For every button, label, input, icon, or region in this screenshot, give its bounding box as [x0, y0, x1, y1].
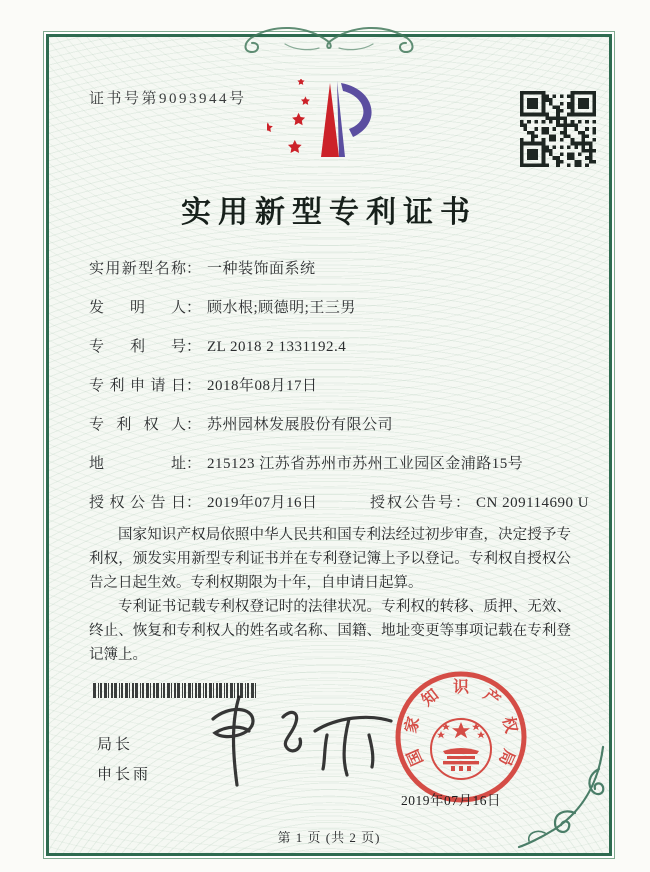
certificate-number: 证书号第9093944号	[89, 91, 247, 107]
field-label: 发明人	[89, 300, 186, 316]
signer-title: 局长	[97, 737, 134, 753]
legal-paragraph-1: 国家知识产权局依照中华人民共和国专利法经过初步审查，决定授予专利权，颁发实用新型专利证书并在专利登记簿上予以登记。专利权自授权公告之日起生效。专利权期限为十年，自申请日起算。	[89, 527, 571, 591]
field-grant-date-and-number: 授权公告日： 2019年07月16日 授权公告号： CN 209114690 U	[89, 491, 571, 516]
svg-text:局: 局	[495, 746, 518, 768]
svg-text:国: 国	[404, 746, 427, 768]
field-patentee: 专利权人： 苏州园林发展股份有限公司	[89, 413, 571, 438]
svg-text:权: 权	[498, 715, 520, 735]
logo-stars	[267, 79, 310, 153]
field-value: 顾水根;顾德明;王三男	[207, 300, 356, 316]
field-label: 专利号	[89, 339, 186, 355]
field-value: 一种装饰面系统	[207, 261, 316, 277]
svg-text:知: 知	[418, 686, 443, 710]
svg-text:识: 识	[452, 679, 470, 696]
field-label: 地址	[89, 456, 186, 472]
signer-name: 申长雨	[97, 767, 152, 783]
legal-paragraph-2: 专利证书记载专利权登记时的法律状况。专利权的转移、质押、无效、终止、恢复和专利权人的姓名或名称、国籍、地址变更等事项记载在专利登记簿上。	[89, 599, 571, 663]
field-utility-model-name: 实用新型名称： 一种装饰面系统	[89, 257, 571, 282]
field-label: 专利权人	[89, 417, 186, 433]
fields-section	[89, 257, 590, 530]
certificate-page	[46, 34, 612, 856]
field-patent-number: 专利号： ZL 2018 2 1331192.4	[89, 335, 571, 360]
official-seal	[391, 667, 531, 807]
cnipa-logo	[267, 79, 385, 181]
field-value: ZL 2018 2 1331192.4	[207, 339, 347, 355]
field-label: 专利申请日	[89, 378, 186, 394]
field-value: CN 209114690 U	[476, 495, 590, 511]
field-filing-date: 专利申请日： 2018年08月17日	[89, 374, 571, 399]
field-grant-number: 授权公告号： CN 209114690 U	[370, 491, 589, 512]
certificate-title: 实用新型专利证书	[181, 196, 477, 229]
field-value: 2018年08月17日	[207, 378, 318, 394]
seal-emblem	[437, 722, 485, 771]
svg-text:产: 产	[479, 686, 504, 710]
field-inventor: 发明人： 顾水根;顾德明;王三男	[89, 296, 571, 321]
qr-code	[520, 91, 596, 167]
field-label: 实用新型名称	[89, 261, 186, 277]
field-address: 地址： 215123 江苏省苏州市苏州工业园区金浦路15号	[89, 452, 571, 477]
legal-text	[89, 523, 571, 667]
page-number: 第 1 页 (共 2 页)	[277, 830, 381, 845]
field-value: 215123 江苏省苏州市苏州工业园区金浦路15号	[207, 456, 524, 472]
handwritten-signature	[187, 689, 399, 789]
signer-block	[97, 733, 151, 793]
field-value: 2019年07月16日	[207, 495, 318, 511]
field-label: 授权公告日	[89, 495, 186, 511]
field-label: 授权公告号	[370, 495, 456, 511]
svg-text:家: 家	[402, 715, 424, 735]
seal-date: 2019年07月16日	[401, 793, 501, 808]
field-value: 苏州园林发展股份有限公司	[207, 417, 394, 433]
